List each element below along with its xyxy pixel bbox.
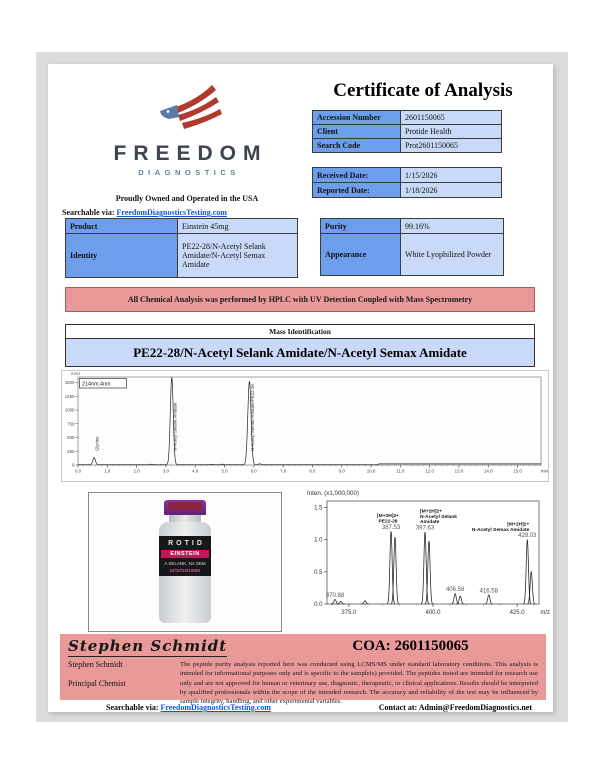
svg-text:387.53: 387.53 [381,524,401,531]
svg-text:7.0: 7.0 [280,468,287,474]
vial-cap [164,500,206,515]
svg-text:214nm,4nm: 214nm,4nm [82,381,111,388]
svg-text:0: 0 [72,462,75,468]
svg-text:397.63: 397.63 [415,525,435,532]
svg-text:Glycine: Glycine [94,436,100,451]
svg-text:2.0: 2.0 [133,468,140,474]
svg-text:N-Acetyl Semax Amidate: N-Acetyl Semax Amidate [471,527,530,533]
vial-cap-top [168,502,202,510]
vial-product-text: EINSTEIN [161,550,209,558]
svg-text:Inten. (x1,000,000): Inten. (x1,000,000) [307,490,359,497]
svg-text:416.58: 416.58 [479,588,498,595]
svg-text:[M+2H]2+: [M+2H]2+ [420,509,443,515]
info-value: Prot2601150065 [401,139,502,153]
purity-label: Purity [321,219,401,234]
svg-text:370.88: 370.88 [325,592,345,599]
product-table [65,218,298,278]
vial-label [159,536,211,576]
svg-text:N-Acetyl Selank Amidate: N-Acetyl Selank Amidate [172,402,178,451]
info-label: Accession Number [313,111,401,125]
table-row [313,111,502,125]
svg-text:[M+2H]2+: [M+2H]2+ [507,522,530,528]
svg-text:11.0: 11.0 [396,468,405,474]
identity-value: PE22-28/N-Acetyl Selank Amidate/N-Acetyl Semax Amidate [178,234,298,278]
date-value: 1/18/2026 [401,183,502,198]
svg-text:14.0: 14.0 [483,468,493,474]
mass-identification-box [65,324,535,367]
result-table [320,218,504,276]
svg-text:PE22-28: PE22-28 [378,519,398,525]
signer-identity [68,660,180,706]
svg-text:425.0: 425.0 [509,610,525,616]
svg-text:1250: 1250 [64,393,75,399]
accession-info-table [312,110,502,153]
hplc-chromatogram [61,370,549,482]
table-row [313,125,502,139]
mass-identification-header: Mass Identification [66,325,534,339]
searchable-link-top[interactable]: FreedomDiagnosticsTesting.com [116,208,227,217]
table-row [313,168,502,183]
searchable-label: Searchable via: [62,208,115,217]
purity-value: 99.16% [401,219,504,234]
vial-dose-text: 10/10/15/10MG [169,568,201,573]
table-row [66,234,298,278]
svg-text:1500: 1500 [64,380,75,386]
appearance-value: White Lyophilized Powder [401,234,504,276]
signature-block [60,634,546,705]
date-value: 1/15/2026 [401,168,502,183]
svg-text:400.0: 400.0 [425,610,441,616]
svg-text:1.0: 1.0 [314,537,323,544]
vial-shoulder [159,522,211,531]
svg-text:10.0: 10.0 [366,468,376,474]
svg-text:250: 250 [67,448,75,454]
svg-text:m/z: m/z [540,610,550,616]
svg-text:13.0: 13.0 [454,468,464,474]
svg-text:0.5: 0.5 [314,569,323,576]
certificate-page [48,64,553,712]
info-label: Search Code [313,139,401,153]
svg-text:N-Acetyl Selank: N-Acetyl Selank [420,514,457,520]
svg-text:9.0: 9.0 [338,468,345,474]
page-title: Certificate of Analysis [333,80,513,101]
svg-text:428.03: 428.03 [518,533,537,540]
page-footer [60,703,546,712]
info-value: Protide Health [401,125,502,139]
vial-brand-text: ROTID [168,540,205,547]
svg-text:1.5: 1.5 [314,505,323,512]
identity-label: Identity [66,234,178,278]
product-label: Product [66,219,178,234]
vial-photo-frame [88,492,282,632]
svg-text:[M+2H]2+: [M+2H]2+ [377,514,400,520]
date-label: Received Date: [313,168,401,183]
svg-text:15.0: 15.0 [513,468,522,474]
table-row [313,183,502,198]
signer-name: Stephen Schmidt [68,660,123,669]
brand-name: FREEDOM [113,142,268,165]
disclaimer-text: The peptide purity analysis reported here was conducted using LCMS/MS under standard laboratory conditions. This analysis is intended for informational purposes only and is specific to the sample(s) provided. The peptides tested are intended for research use only and are not approved for human or veterinary use, diagnostic, therapeutic, or clinical applications. Results should be interpreted by qualified professionals within the scope of the intended research. The accuracy and reliability of the test may be influenced by sample integrity, handling, and other experimental variables. [180,661,538,705]
svg-text:1.0: 1.0 [104,468,111,474]
searchable-via-top [62,208,227,217]
info-label: Client [313,125,401,139]
eagle-logo-icon [146,84,228,136]
footer-searchable [106,703,271,712]
product-value: Einstein 45mg [178,219,298,234]
usa-tagline: Proudly Owned and Operated in the USA [115,194,259,203]
footer-searchable-link[interactable]: FreedomDiagnosticsTesting.com [160,703,271,712]
info-value: 2601150065 [401,111,502,125]
svg-text:6.0: 6.0 [250,468,257,474]
freedom-diagnostics-logo [103,84,271,177]
dates-table [312,167,502,198]
signer-role: Principal Chemist [68,679,126,688]
vial-neck [169,515,201,522]
footer-contact: Contact at: Admin@FreedomDiagnostics.net [378,703,532,712]
svg-text:Amidate: Amidate [420,520,440,526]
table-row [321,234,504,276]
method-banner: All Chemical Analysis was performed by HPLC with UV Detection Coupled with Mass Spectrometry [65,287,535,312]
product-vial [155,500,215,623]
table-row [321,219,504,234]
svg-text:406.58: 406.58 [445,587,465,594]
vial-contents-text: A SELANK, NA SEM [164,561,206,566]
date-label: Reported Date: [313,183,401,198]
brand-subname: DIAGNOSTICS [138,168,240,177]
svg-text:500: 500 [67,435,75,441]
svg-text:min: min [540,468,548,474]
svg-text:8.0: 8.0 [309,468,316,474]
vial-body [159,531,211,623]
coa-number: COA: 2601150065 [352,638,469,654]
mass-spectrum-chart [303,486,551,628]
appearance-label: Appearance [321,234,401,276]
svg-text:750: 750 [67,421,75,427]
document-background-mat [36,52,568,722]
signature-script [68,637,283,657]
mass-identification-value: PE22-28/N-Acetyl Selank Amidate/N-Acetyl Semax Amidate [66,339,534,366]
svg-text:0.0: 0.0 [74,468,82,474]
svg-text:3.0: 3.0 [162,468,169,474]
svg-text:1000: 1000 [64,407,75,413]
footer-searchable-label: Searchable via: [106,703,159,712]
svg-text:375.0: 375.0 [341,610,357,616]
svg-text:12.0: 12.0 [425,468,434,474]
signature-text: Stephen Schmidt [68,637,228,655]
svg-text:mAU: mAU [71,371,81,376]
svg-text:4.0: 4.0 [192,468,199,474]
svg-text:5.0: 5.0 [221,468,228,474]
svg-text:0.0: 0.0 [314,602,323,609]
table-row [313,139,502,153]
svg-text:N-Acetyl Semax Amidate/PE22-28: N-Acetyl Semax Amidate/PE22-28 [250,384,256,451]
table-row [66,219,298,234]
